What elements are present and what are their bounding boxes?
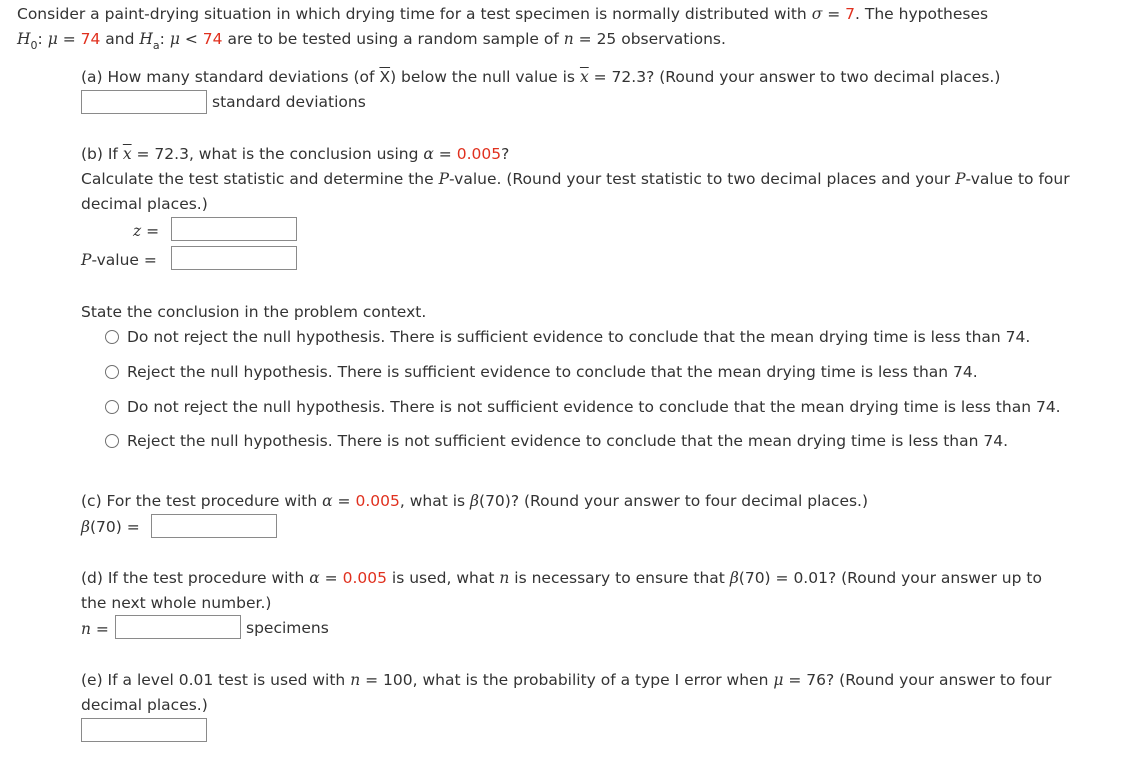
part-d-mid: is used, what [391,569,495,587]
equals: = [827,5,841,23]
part-d-line2: the next whole number.) [81,594,272,612]
beta-symbol-d: β [729,569,739,587]
beta-label [81,517,140,537]
beta-label-text: (70) = [89,518,140,536]
part-a-mid: ) below the null value is [390,68,576,86]
xbar-symbol-2: $\overline{x}$ [579,68,589,86]
equals-d: = [324,569,338,587]
part-e-answer-input[interactable] [81,718,207,742]
option-1-radio[interactable] [105,330,119,344]
intro-text: Consider a paint-drying situation in which drying time for a test specimen is normally distributed with [17,5,807,23]
option-4-label[interactable]: Reject the null hypothesis. There is not sufficient evidence to conclude that the mean drying time is less than 74. [127,432,1008,450]
z-symbol: z [133,222,142,240]
intro-text-3: are to be tested using a random sample of [227,30,559,48]
mu-symbol-2: μ [169,30,180,48]
xbar-symbol: $\overline{X}$ [379,68,391,86]
intro-text-end: . The hypotheses [855,5,989,23]
option-4-radio[interactable] [105,434,119,448]
equals-c: = [337,492,351,510]
alpha-value-c: 0.005 [355,492,400,510]
ha-subscript: a [152,39,160,52]
n-label [81,619,109,639]
h0-symbol: H [17,30,31,48]
part-c-post: , what is [399,492,466,510]
conclusion-prompt: State the conclusion in the problem context. [81,303,427,321]
part-c-question [81,491,868,511]
beta-label-symbol: β [81,518,90,536]
option-3-label[interactable]: Do not reject the null hypothesis. There is not sufficient evidence to conclude that the mean drying time is less than 74. [127,398,1061,416]
part-b-mid: = 72.3, what is the conclusion using [136,145,419,163]
part-c-pre: (c) For the test procedure with [81,492,318,510]
alpha-value-d: 0.005 [342,569,387,587]
part-d-pre: (d) If the test procedure with [81,569,305,587]
n-input[interactable] [115,615,241,639]
part-b-instruction [81,169,1070,189]
part-d-mid2: is necessary to ensure that [514,569,725,587]
intro-line-2: $H_0$: μ = 74 and $H_a$: μ < 74 are to be tested using a random sample of n = 25 observations. [17,30,726,52]
mu-symbol-e: μ [773,671,784,689]
part-e-mid: = 100, what is the probability of a type I error when [365,671,769,689]
alpha-symbol-c: α [322,492,333,510]
mu-symbol: μ [47,30,58,48]
alt-value: 74 [202,30,223,48]
z-equals: = [146,222,160,240]
alpha-symbol-d: α [309,569,320,587]
n-symbol-e: n [350,671,361,689]
option-2-radio[interactable] [105,365,119,379]
part-d-post: (70) = 0.01? (Round your answer up to [738,569,1042,587]
part-e-line2: decimal places.) [81,696,208,714]
p-italic: P [438,170,449,188]
intro-line-1 [17,4,988,24]
part-b-pre: (b) If [81,145,118,163]
n-symbol-d: n [499,569,510,587]
p-equals: = [143,251,157,269]
alpha-symbol-b: α [423,145,434,163]
part-a-pre: (a) How many standard deviations (of [81,68,375,86]
p-italic-2: P [955,170,966,188]
p-value-label [81,250,157,270]
part-b-line2b: -value. (Round your test statistic to two decimal places and your [449,170,951,188]
part-a-answer-input[interactable] [81,90,207,114]
h0-subscript: 0 [30,39,38,52]
n-unit: specimens [246,619,329,637]
n-symbol: n [563,30,574,48]
n-equals: = [95,620,109,638]
part-e-post: = 76? (Round your answer to four [788,671,1052,689]
part-b-instruction-2: decimal places.) [81,195,208,213]
xbar-symbol-b: $\overline{x}$ [122,145,132,163]
z-label [133,221,159,241]
option-1-label[interactable]: Do not reject the null hypothesis. There is sufficient evidence to conclude that the mean drying time is less than 74. [127,328,1031,346]
question-mark-b: ? [501,145,510,163]
n-value: = 25 observations. [578,30,726,48]
equals-b: = [438,145,452,163]
sigma-value: 7 [845,5,856,23]
p-symbol: P [81,251,92,269]
part-e-pre: (e) If a level 0.01 test is used with [81,671,346,689]
option-3-radio[interactable] [105,400,119,414]
n-label-symbol: n [81,620,91,638]
part-b-question [81,144,509,164]
part-d-question [81,568,1042,588]
p-value-text: -value [91,251,139,269]
and-text: and [105,30,135,48]
null-value: 74 [80,30,101,48]
part-a-unit: standard deviations [212,93,366,111]
less-than: < [184,30,198,48]
part-e-question [81,670,1052,690]
part-a-post: = 72.3? (Round your answer to two decimal places.) [593,68,1001,86]
part-b-line2: Calculate the test statistic and determine the [81,170,434,188]
sigma-symbol: σ [811,5,823,23]
z-input[interactable] [171,217,297,241]
alpha-value-b: 0.005 [456,145,502,163]
part-b-line2d: -value to four [965,170,1070,188]
ha-symbol: H [139,30,153,48]
beta-symbol-c: β [470,492,480,510]
option-2-label[interactable]: Reject the null hypothesis. There is sufficient evidence to conclude that the mean drying time is less than 74. [127,363,978,381]
beta-input[interactable] [151,514,277,538]
p-value-input[interactable] [171,246,297,270]
part-c-post2: (70)? (Round your answer to four decimal places.) [479,492,869,510]
part-a-question [81,67,1000,87]
